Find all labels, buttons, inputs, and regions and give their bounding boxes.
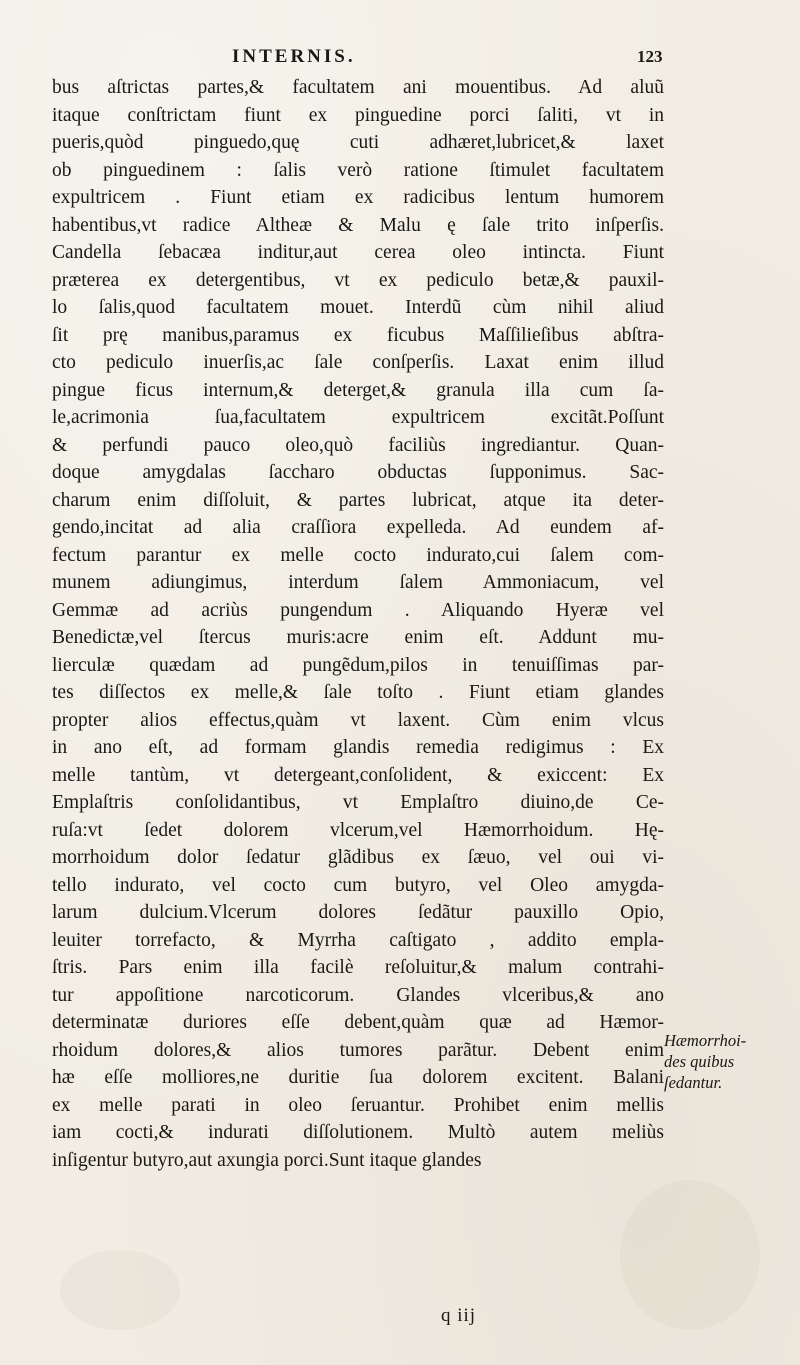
text-line: & perfundi pauco oleo,quò faciliùs ingrediantur. Quan- <box>52 434 664 456</box>
page-number: 123 <box>637 47 663 66</box>
text-line: ſit prę manibus,paramus ex ficubus Maſſilieſibus abſtra- <box>52 324 664 346</box>
running-head <box>0 46 800 72</box>
text-line: ex melle parati in oleo ſeruantur. Prohibet enim mellis <box>52 1094 664 1116</box>
text-line: rhoidum dolores,& alios tumores parãtur. Debent enim <box>52 1039 664 1061</box>
text-line: gendo,incitat ad alia craſſiora expelleda. Ad eundem af- <box>52 517 664 538</box>
text-line: lierculæ quædam ad pungẽdum,pilos in tenuiſſimas par- <box>52 654 664 676</box>
text-line: lo ſalis,quod facultatem mouet. Interdũ cùm nihil aliud <box>52 297 664 318</box>
text-line: itaque conſtrictam fiunt ex pinguedine porci ſaliti, vt in <box>52 104 664 126</box>
text-line: propter alios effectus,quàm vt laxent. Cùm enim vlcus <box>52 709 664 731</box>
text-line: leuiter torrefacto, & Myrrha caſtigato , addito empla- <box>52 929 664 951</box>
text-line: morrhoidum dolor ſedatur glãdibus ex ſæuo, vel oui vi- <box>52 847 664 868</box>
marginal-note-line: des quibus <box>664 1052 735 1071</box>
text-line: Candella ſebacæa inditur,aut cerea oleo intincta. Fiunt <box>52 242 664 263</box>
text-line: hæ eſſe molliores,ne duritie ſua dolorem excitent. Balani <box>52 1067 664 1088</box>
text-line: inſigentur butyro,aut axungia porci.Sunt itaque glandes <box>52 1149 482 1171</box>
paper-stain <box>620 1180 760 1330</box>
marginal-note <box>664 1030 794 1093</box>
text-line: munem adiungimus, interdum ſalem Ammoniacum, vel <box>52 572 664 593</box>
text-line: Gemmæ ad acriùs pungendum . Aliquando Hyeræ vel <box>52 599 664 621</box>
paper-stain <box>60 1250 180 1330</box>
text-line: pueris,quòd pinguedo,quę cuti adhæret,lubricet,& laxet <box>52 132 664 153</box>
text-line: melle tantùm, vt detergeant,conſolident, & exiccent: Ex <box>52 764 664 786</box>
marginal-note-line: ſedantur. <box>664 1073 723 1092</box>
text-line: determinatæ duriores eſſe debent,quàm quæ ad Hæmor- <box>52 1012 664 1033</box>
text-line: le,acrimonia ſua,facultatem expultricem excitãt.Poſſunt <box>52 407 664 428</box>
marginal-note-line: Hæmorrhoi- <box>664 1031 747 1050</box>
text-line: habentibus,vt radice Altheæ & Malu ę ſale trito inſperſis. <box>52 214 664 236</box>
body-text <box>52 74 664 1174</box>
text-line: doque amygdalas ſaccharo obductas ſupponimus. Sac- <box>52 462 664 483</box>
text-line: ob pinguedinem : ſalis verò ratione ſtimulet facultatem <box>52 159 664 181</box>
signature-mark: q iij <box>441 1305 477 1326</box>
text-line: expultricem . Fiunt etiam ex radicibus lentum humorem <box>52 187 664 208</box>
text-line: Emplaſtris conſolidantibus, vt Emplaſtro diuino,de Ce- <box>52 792 664 813</box>
text-line: bus aſtrictas partes,& facultatem ani mouentibus. Ad aluũ <box>52 77 664 98</box>
text-line: pingue ficus internum,& deterget,& granula illa cum ſa- <box>52 379 664 401</box>
text-line: in ano eſt, ad formam glandis remedia redigimus : Ex <box>52 737 664 758</box>
text-line: cto pediculo inuerſis,ac ſale conſperſis. Laxat enim illud <box>52 352 664 373</box>
text-line: larum dulcium.Vlcerum dolores ſedãtur pauxillo Opio, <box>52 902 664 923</box>
text-line: tello indurato, vel cocto cum butyro, vel Oleo amygda- <box>52 874 664 896</box>
text-line: præterea ex detergentibus, vt ex pediculo betæ,& pauxil- <box>52 269 664 291</box>
text-line: iam cocti,& indurati diſſolutionem. Multò autem meliùs <box>52 1122 664 1143</box>
text-line: charum enim diſſoluit, & partes lubricat, atque ita deter- <box>52 489 664 511</box>
text-line: tes diſſectos ex melle,& ſale toſto . Fiunt etiam glandes <box>52 682 664 703</box>
text-line: fectum parantur ex melle cocto indurato,cui ſalem com- <box>52 544 664 566</box>
running-head-title: INTERNIS. <box>232 46 356 67</box>
text-line: ruſa:vt ſedet dolorem vlcerum,vel Hæmorrhoidum. Hę- <box>52 819 664 841</box>
text-line: ſtris. Pars enim illa facilè reſoluitur,& malum contrahi- <box>52 957 664 978</box>
text-line: tur appoſitione narcoticorum. Glandes vlceribus,& ano <box>52 984 664 1006</box>
text-line: Benedictæ,vel ſtercus muris:acre enim eſt. Addunt mu- <box>52 627 664 648</box>
